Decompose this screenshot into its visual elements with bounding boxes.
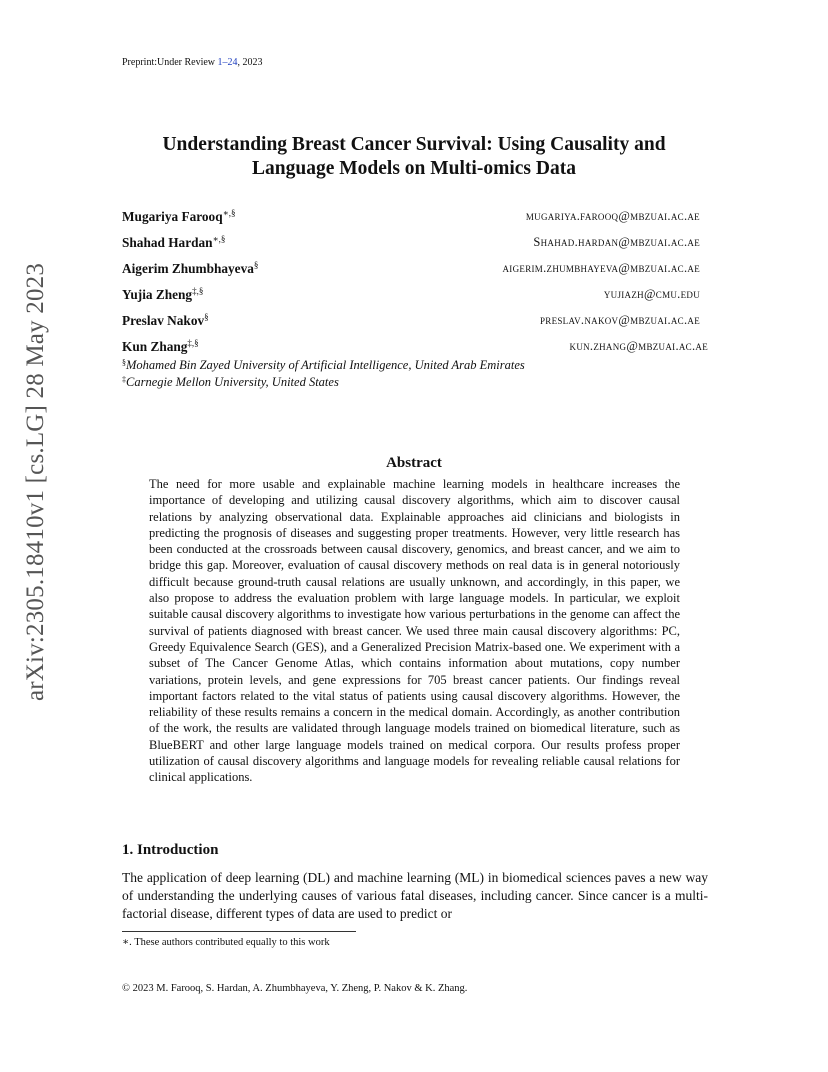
author-name: Kun Zhang — [122, 339, 188, 354]
affiliation-mark: § — [122, 358, 126, 367]
paper-title — [100, 133, 728, 181]
running-header — [122, 57, 263, 68]
page-range-link[interactable]: 1–24 — [217, 57, 238, 68]
footnote: ∗. These authors contributed equally to this work — [122, 937, 330, 948]
abstract-heading: Abstract — [386, 455, 442, 471]
author-row — [122, 234, 708, 252]
title-line-2: Language Models on Multi-omics Data — [252, 158, 576, 179]
affiliation-text: Mohamed Bin Zayed University of Artificial Intelligence, United Arab Emirates — [126, 358, 525, 372]
author-marks: ∗,§ — [212, 234, 226, 244]
affiliation — [122, 358, 525, 373]
author-email[interactable]: yujiazh@cmu.edu — [603, 287, 700, 301]
author-name: Yujia Zheng — [122, 287, 193, 302]
author-row — [122, 260, 708, 278]
author-email[interactable]: Shahad.hardan@mbzuai.ac.ae — [533, 235, 700, 249]
footnote-rule — [122, 931, 356, 932]
author-marks: ∗,§ — [222, 208, 236, 218]
abstract-body: The need for more usable and explainable machine learning models in healthcare increases the importance of developing and utilizing causal discovery algorithms, which aim to discover causal relations by analyzing observational data. Explainable approaches aid clinicians and biologists in predicting the prognosis of diseases and suggesting proper treatments. However, very little research has been conducted at the crossroads between causal discovery, genomics, and breast cancer, and we aim to bridge this gap. Moreover, evaluation of causal discovery methods on real data is in general notoriously difficult because ground-truth causal relations are usually unknown, and accordingly, in this paper, we also propose to address the evaluation problem with large language models. In particular, we exploit suitable causal discovery algorithms to investigate how various perturbations in the genome can affect the survival of patients diagnosed with breast cancer. We used three main causal discovery algorithms: PC, Greedy Equivalence Search (GES), and a Generalized Precision Matrix-based one. We experiment with a subset of The Cancer Genome Atlas, which contains information about mutations, copy number variations, protein levels, and gene expressions for 705 breast cancer patients. Our findings reveal important factors related to the vital status of patients using causal discovery algorithms. However, the reliability of these results remains a concern in the medical domain. Accordingly, as another contribution of the work, the results are validated through language models trained on biomedical literature, such as BlueBERT and other large language models trained on medical corpora. Our results profess proper utilization of causal discovery algorithms and language models for revealing reliable causal relations for clinical applications. — [149, 477, 680, 785]
section-heading: 1. Introduction — [122, 842, 219, 858]
affiliation-mark: ‡ — [122, 375, 126, 384]
affiliation — [122, 375, 339, 390]
author-marks: § — [253, 260, 259, 270]
intro-paragraph: The application of deep learning (DL) and machine learning (ML) in biomedical sciences paves a new way of understanding the underlying causes of various fatal diseases, including cancer. Since cancer is a multi-factorial disease, different types of data are used to predict or — [122, 870, 708, 921]
author-name: Aigerim Zhumbhayeva — [122, 261, 254, 276]
author-email[interactable]: kun.zhang@mbzuai.ac.ae — [569, 339, 708, 353]
author-name: Preslav Nakov — [122, 313, 205, 328]
affiliation-text: Carnegie Mellon University, United States — [126, 375, 339, 389]
copyright-line: © 2023 M. Farooq, S. Hardan, A. Zhumbhayeva, Y. Zheng, P. Nakov & K. Zhang. — [122, 983, 468, 994]
arxiv-stamp — [16, 262, 56, 702]
author-row — [122, 286, 708, 304]
author-email[interactable]: aigerim.zhumbhayeva@mbzuai.ac.ae — [502, 261, 700, 275]
author-email[interactable]: mugariya.farooq@mbzuai.ac.ae — [525, 209, 700, 223]
author-name: Mugariya Farooq — [122, 209, 223, 224]
author-row — [122, 208, 708, 226]
author-marks: ‡,§ — [192, 286, 204, 296]
author-name: Shahad Hardan — [122, 235, 213, 250]
author-marks: ‡,§ — [187, 338, 199, 348]
title-line-1: Understanding Breast Cancer Survival: Using Causality and — [162, 134, 666, 155]
author-row — [122, 338, 708, 356]
author-row — [122, 312, 708, 330]
author-email[interactable]: preslav.nakov@mbzuai.ac.ae — [539, 313, 700, 327]
author-marks: § — [204, 312, 209, 322]
header-suffix: , 2023 — [237, 57, 263, 68]
arxiv-stamp-text: arXiv:2305.18410v1 [cs.LG] 28 May 2023 — [22, 262, 49, 702]
header-prefix: Preprint:Under Review — [122, 57, 218, 68]
